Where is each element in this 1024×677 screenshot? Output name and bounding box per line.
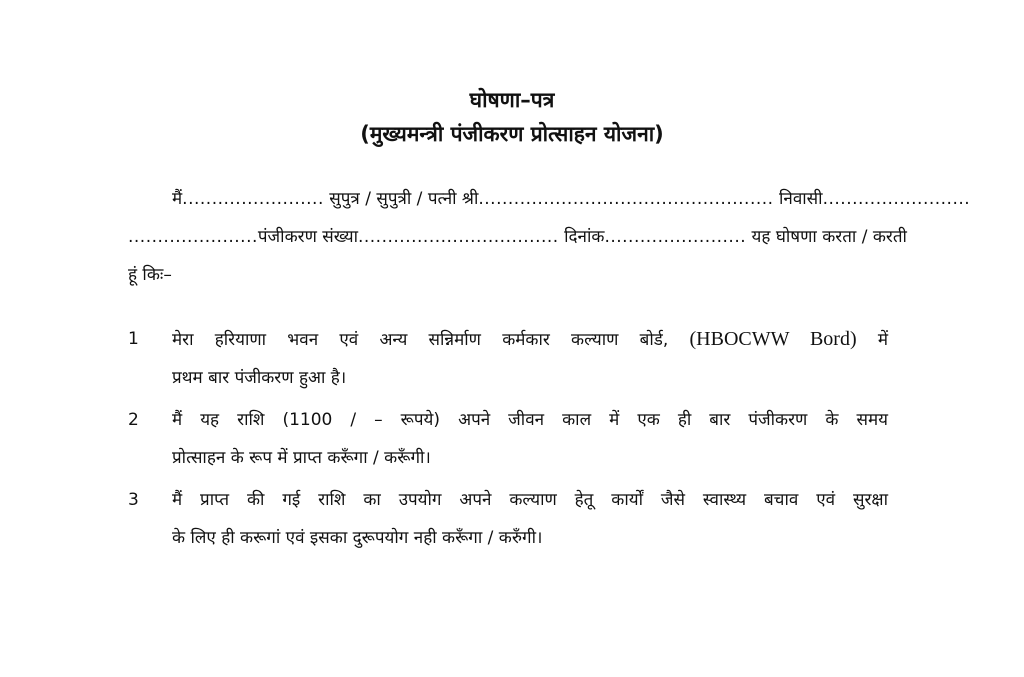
item-line	[172, 320, 888, 359]
item-line: मैं प्राप्त की गई राशि का उपयोग अपने कल्याण हेतू कार्यों जैसे स्वास्थ्य बचाव एवं सुरक्षा	[172, 490, 888, 510]
name-blank: ........................	[182, 189, 324, 209]
item-number: 2	[128, 410, 139, 430]
declaration-text: पंजीकरण संख्या	[257, 227, 358, 247]
relative-name-blank: ..................................................	[478, 189, 774, 209]
declaration-paragraph	[128, 180, 971, 294]
item-text: में	[877, 330, 889, 350]
declaration-line-2	[128, 218, 907, 256]
item-line: प्रथम बार पंजीकरण हुआ है।	[172, 368, 347, 388]
item-number: 3	[128, 490, 139, 510]
residence-blank: .........................	[822, 189, 971, 209]
item-line: के लिए ही करूगां एवं इसका दुरूपयोग नही करूँगा / करुँगी।	[172, 528, 543, 548]
declaration-text: निवासी	[778, 189, 823, 209]
declaration-items	[128, 320, 888, 561]
residence-blank-continued: ......................	[128, 227, 258, 247]
board-abbreviation: (HBOCWW Bord)	[689, 328, 857, 350]
item-number: 1	[128, 329, 139, 349]
declaration-text: मैं	[172, 189, 183, 209]
registration-number-blank: ..................................	[357, 227, 559, 247]
declaration-line-1	[128, 180, 971, 218]
item-text: मेरा हरियाणा भवन एवं अन्य सन्निर्माण कर्मकार कल्याण बोर्ड,	[172, 330, 669, 350]
declaration-text: यह घोषणा करता / करती	[751, 227, 907, 247]
document-title: घोषणा–पत्र	[469, 88, 555, 112]
list-item	[128, 481, 888, 557]
item-line: प्रोत्साहन के रूप में प्राप्त करूँगा / करूँगी।	[172, 448, 431, 468]
list-item	[128, 401, 888, 477]
declaration-text: दिनांक	[564, 227, 605, 247]
declaration-line-3: हूं किः–	[128, 265, 172, 285]
list-item	[128, 320, 888, 397]
item-line: मैं यह राशि (1100 / – रूपये) अपने जीवन काल में एक ही बार पंजीकरण के समय	[172, 410, 888, 430]
date-blank: ........................	[604, 227, 747, 247]
document-subtitle: (मुख्यमन्त्री पंजीकरण प्रोत्साहन योजना)	[360, 122, 664, 146]
declaration-text: सुपुत्र / सुपुत्री / पत्नी श्री	[329, 189, 479, 209]
